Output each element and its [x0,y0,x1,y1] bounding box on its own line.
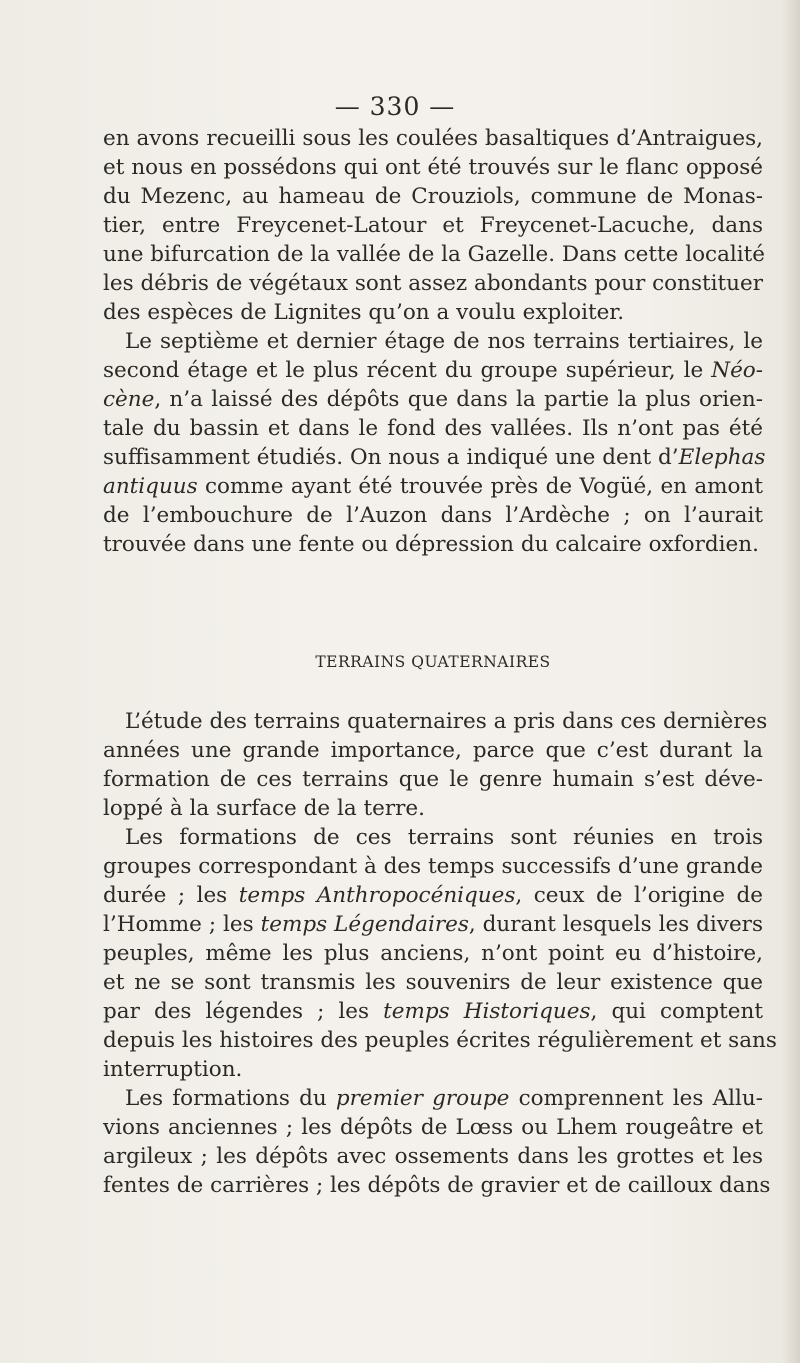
italic-term: antiquus [103,474,198,499]
paragraph-1-line: des espèces de Lignites qu’on a voulu exploiter. [103,300,625,325]
paragraph-1-line: tier, entre Freycenet-Latour et Freycenet-Lacuche, dans [103,213,763,238]
text-run: , durant lesquels les divers [468,912,763,937]
text-run: , ceux de l’origine de [515,883,763,908]
text-run: second étage et le plus récent du groupe supérieur, le [103,358,712,383]
text-run: comme ayant été trouvée près de Vogüé, en amont [197,474,763,499]
text-run: , qui comptent [590,999,763,1024]
text-block-top [103,124,766,559]
paragraph-3-line: années une grande importance, parce que c’est durant la [103,738,763,763]
paragraph-3-line: L’étude des terrains quaternaires a pris dans ces dernières [125,709,768,734]
section-heading: TERRAINS QUATERNAIRES [315,653,551,671]
text-block-bottom [103,707,777,1200]
paragraph-2-line [103,443,766,472]
paragraph-1-line: et nous en possédons qui ont été trouvés sur le flanc opposé [103,155,763,180]
paragraph-5-line: vions anciennes ; les dépôts de Lœss ou Lhem rougeâtre et [103,1115,763,1140]
italic-term: Elephas [678,445,766,470]
paragraph-1-line: en avons recueilli sous les coulées basaltiques d’Antraigues, [103,126,763,151]
text-run: par des légendes ; les [103,999,384,1024]
paragraph-4-line: depuis les histoires des peuples écrites régulièrement et sans [103,1028,777,1053]
italic-term: temps Anthropocéniques [238,883,516,908]
paragraph-2-line [103,385,763,414]
paragraph-1-line: une bifurcation de la vallée de la Gazelle. Dans cette localité [103,242,766,267]
paragraph-4-line [103,910,763,939]
paragraph-4-line: interruption. [103,1057,243,1082]
paragraph-4-line [103,997,763,1026]
page-edge-shadow [782,0,800,1363]
paragraph-2-line: de l’embouchure de l’Auzon dans l’Ardèche ; on l’aurait [103,503,763,528]
paragraph-2-line [103,472,763,501]
paragraph-4-line: peuples, même les plus anciens, n’ont point eu d’histoire, [103,941,763,966]
paragraph-2-line [103,356,763,385]
text-run: suffisamment étudiés. On nous a indiqué une dent d’ [103,445,679,470]
italic-term: Néo- [711,358,763,383]
page-number: — 330 — [334,92,456,121]
text-run: durée ; les [103,883,239,908]
paragraph-5-line: fentes de carrières ; les dépôts de gravier et de cailloux dans [103,1173,771,1198]
paragraph-1-line: les débris de végétaux sont assez abondants pour constituer [103,271,763,296]
text-run: l’Homme ; les [103,912,261,937]
italic-term: premier groupe [335,1086,510,1111]
paragraph-1-line: du Mezenc, au hameau de Crouziols, commune de Monas- [103,184,763,209]
paragraph-4-line [103,881,763,910]
text-run: comprennent les Allu- [509,1086,764,1111]
paragraph-3-line: loppé à la surface de la terre. [103,796,425,821]
text-run: Les formations du [125,1086,336,1111]
paragraph-2-line: trouvée dans une fente ou dépression du calcaire oxfordien. [103,532,759,557]
italic-term: temps Légendaires [260,912,469,937]
paragraph-2-line: tale du bassin et dans le fond des vallées. Ils n’ont pas été [103,416,763,441]
text-run: , n’a laissé des dépôts que dans la partie la plus orien- [154,387,763,412]
paragraph-4-line: et ne se sont transmis les souvenirs de leur existence que [103,970,763,995]
paragraph-4-line: groupes correspondant à des temps successifs d’une grande [103,854,763,879]
paragraph-3-line: formation de ces terrains que le genre humain s’est déve- [103,767,763,792]
italic-term: cène [103,387,155,412]
italic-term: temps Historiques [383,999,591,1024]
paragraph-4-line: Les formations de ces terrains sont réunies en trois [125,825,763,850]
paragraph-5-line [103,1084,763,1113]
paragraph-5-line: argileux ; les dépôts avec ossements dans les grottes et les [103,1144,763,1169]
paragraph-2-line: Le septième et dernier étage de nos terrains tertiaires, le [125,329,763,354]
